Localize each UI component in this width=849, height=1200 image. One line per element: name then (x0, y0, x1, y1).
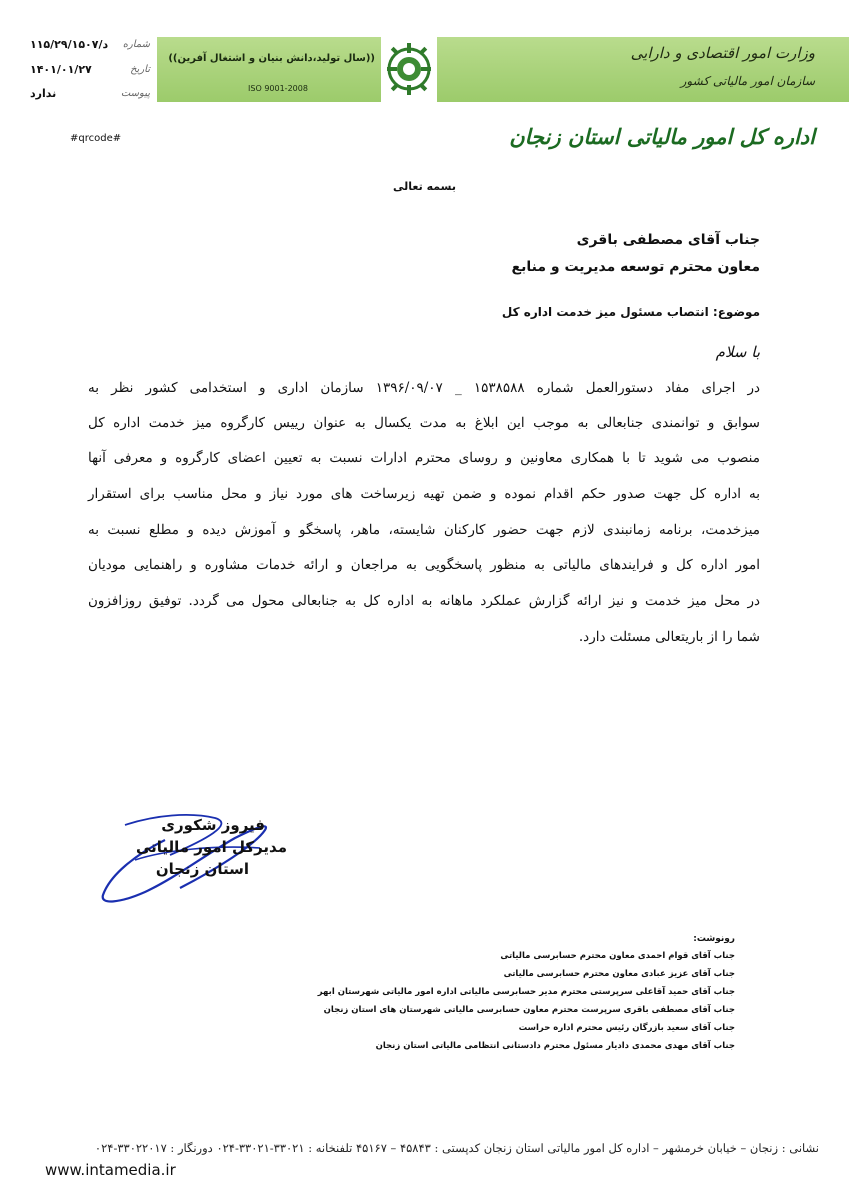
cc-item: جناب آقای مهدی محمدی دادیار مسئول محترم دادستانی انتظامی مالیاتی استان زنجان (375, 1041, 735, 1051)
cc-item: جناب آقای حمید آقاعلی سرپرستی محترم مدیر حسابرسی مالیاتی اداره امور مالیاتی شهرستان ابهر (317, 987, 735, 997)
iso-certification: ISO 9001-2008 (248, 84, 308, 93)
tax-organization-emblem-icon (381, 37, 437, 102)
recipient-name: جناب آقای مصطفی باقری (576, 232, 760, 248)
letter-subject: موضوع: انتصاب مسئول میز خدمت اداره کل (501, 305, 760, 319)
greeting: با سلام (715, 343, 760, 361)
year-slogan: ((سال تولید،دانش بنیان و اشتغال آفرین)) (168, 53, 375, 64)
body-line: میزخدمت، برنامه زمانبندی لازم جهت حضور کارکنان شایسته، ماهر، پاسخگو و آموزش دیده و مطلع نسبت به (88, 522, 760, 538)
body-line: به اداره کل جهت صدور حکم اقدام نموده و ضمن تهیه زیرساخت های مورد نیاز و محل مناسب برای استقرار (88, 486, 760, 502)
cc-heading: رونوشت: (693, 934, 735, 944)
body-line: در محل میز خدمت و نیز ارائه گزارش عملکرد ماهانه به اداره کل به جنابعالی محول می گردد. توفیق روزافزون (88, 593, 760, 609)
body-line: منصوب می شوید تا با همکاری معاونین و روسای محترم ادارات نسبت به تعیین اعضای کارگروه و معرفی آنها (88, 450, 760, 466)
signer-province: استان زنجان (155, 860, 249, 878)
cc-item: جناب آقای سعید بازرگان رئیس محترم اداره حراست (518, 1023, 735, 1033)
cc-item: جناب آقای عزیز عبادی معاون محترم حسابرسی مالیاتی (503, 969, 735, 979)
footer-website: www.intamedia.ir (45, 1161, 176, 1179)
cc-item: جناب آقای مصطفی باقری سرپرست محترم معاون حسابرسی مالیاتی شهرستان های استان زنجان (323, 1005, 735, 1015)
letter-date (30, 63, 150, 81)
body-line: امور اداره کل و فرایندهای مالیاتی به منظور پاسخگویی به مراجعان و ارائه خدمات مشاوره و راهنمایی مودیان (88, 557, 760, 573)
letter-date-label: تاریخ (130, 64, 150, 75)
basmala: بسمه تعالی (393, 180, 456, 193)
ministry-name: وزارت امور اقتصادی و دارایی (630, 44, 815, 62)
cc-item: جناب آقای قوام احمدی معاون محترم حسابرسی مالیاتی (500, 951, 735, 961)
recipient-title: معاون محترم توسعه مدیریت و منابع (511, 259, 760, 275)
qrcode-placeholder: #qrcode# (70, 133, 122, 144)
organization-name: سازمان امور مالیاتی کشور (680, 74, 815, 88)
letter-number (30, 38, 150, 56)
footer-address: نشانی : زنجان – خیابان خرمشهر – اداره کل امور مالیاتی استان زنجان کدپستی : ۴۵۸۴۳ – ۴۵۱۶۷ تلفنخانه : ۳۳۰۲۱-۳۳۰۲۱-۰۲۴ دورنگار : ۳۳۰۲۲۰۱۷-۰۲۴ (94, 1141, 819, 1155)
signature-block (95, 800, 295, 910)
body-line: در اجرای مفاد دستورالعمل شماره ۱۵۳۸۵۸۸ _ ۱۳۹۶/۰۹/۰۷ سازمان اداری و استخدامی کشور نظر به (88, 380, 760, 396)
emblem-graphic (381, 37, 437, 102)
signer-title: مدیرکل امور مالیاتی (135, 838, 287, 856)
letter-attachment (30, 87, 150, 105)
letter-attachment-label: پیوست (120, 88, 150, 99)
department-title: اداره کل امور مالیاتی استان زنجان (509, 124, 815, 149)
signer-name: فیروز شکوری (161, 816, 265, 834)
letter-date-value: ۱۴۰۱/۰۱/۲۷ (30, 63, 92, 76)
letter-number-label: شماره (122, 39, 150, 50)
body-line: شما را از باریتعالی مسئلت دارد. (578, 629, 760, 645)
letter-attachment-value: ندارد (30, 87, 57, 100)
body-line: سوابق و توانمندی جنابعالی به موجب این ابلاغ به مدت یکسال به عنوان رییس کارگروه میز خدمت اداره کل (88, 415, 760, 431)
letter-number-value: د/۱۱۵/۲۹/۱۵۰۷ (30, 38, 109, 51)
